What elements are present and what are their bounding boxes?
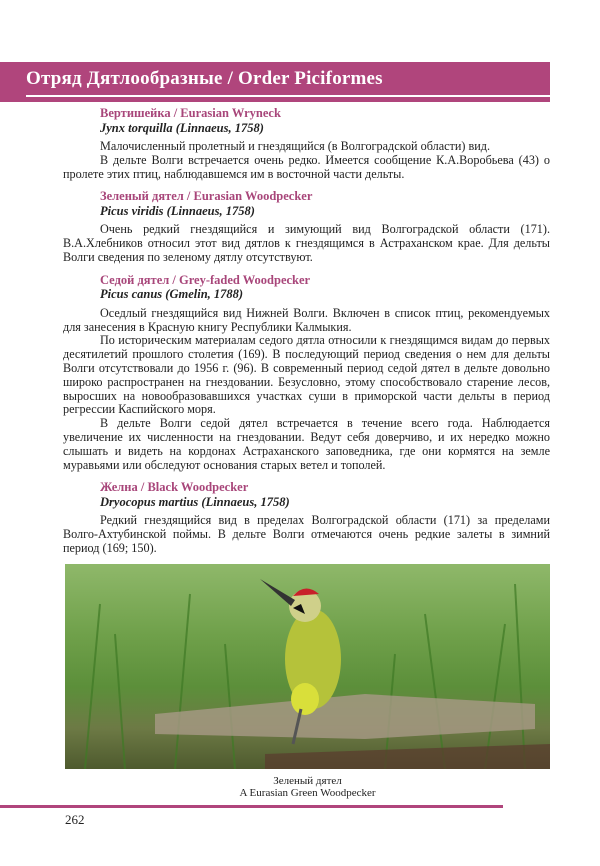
paragraph: Малочисленный пролетный и гнездящийся (в Волгоградской области) вид. bbox=[100, 139, 490, 153]
page-content bbox=[63, 106, 550, 556]
woodpecker-photo bbox=[65, 564, 550, 769]
paragraph: В дельте Волги седой дятел встречается в течение всего года. Наблюдается увеличение их численности на гнездовании. Ведут себя доверчиво, и их нередко можно слышать и видеть на кордонах Астраханского заповедника, где они кормятся на земле муравьями или обследуют основания старых ветел и тополей. bbox=[63, 416, 550, 472]
species-heading: Желна / Black Woodpecker bbox=[100, 480, 249, 495]
paragraph: В дельте Волги встречается очень редко. Имеется сообщение К.А.Воробьева (43) о пролете этих птиц, наблюдавшемся им в восточной части дельты. bbox=[63, 152, 550, 181]
paragraph: По историческим материалам седого дятла относили к гнездящимся видам до первых десятилетий прошлого столетия (169). В последующий период сведения о нем для дельты Волги отсутствовали до 1956 г. (96). В современный период седой дятел в дельте довольно широко распространен на гнездовании. Безусловно, этому способствовало старение лесов, выросших на новообразовавшихся участках суши в приморской части дельты в период регрессии Каспийского моря. bbox=[63, 333, 550, 417]
caption-english: A Eurasian Green Woodpecker bbox=[239, 787, 376, 800]
header-rule bbox=[26, 95, 550, 97]
species-section-black-woodpecker bbox=[63, 480, 550, 555]
species-section-green-woodpecker bbox=[63, 189, 550, 264]
chapter-title: Отряд Дятлообразные / Order Piciformes bbox=[26, 68, 383, 89]
woodpecker-illustration bbox=[65, 564, 550, 769]
species-latin-name: Picus canus (Gmelin, 1788) bbox=[100, 287, 244, 302]
species-latin-name: Dryocopus martius (Linnaeus, 1758) bbox=[100, 494, 290, 509]
paragraph: Оседлый гнездящийся вид Нижней Волги. Включен в список птиц, рекомендуемых для занесения в Красную книгу Республики Калмыкия. bbox=[63, 305, 550, 334]
species-latin-name: Jynx torquilla (Linnaeus, 1758) bbox=[100, 120, 264, 135]
footer-rule bbox=[0, 805, 503, 808]
caption-russian: Зеленый дятел bbox=[273, 774, 342, 787]
species-heading: Вертишейка / Eurasian Wryneck bbox=[100, 106, 281, 120]
species-heading: Седой дятел / Grey-faded Woodpecker bbox=[100, 272, 311, 287]
paragraph: Редкий гнездящийся вид в пределах Волгоградской области (171) за пределами Волго-Ахтубинской поймы. В дельте Волги отмечаются очень редкие залеты в зимний период (169; 150). bbox=[63, 513, 550, 555]
species-heading: Зеленый дятел / Eurasian Woodpecker bbox=[100, 189, 313, 204]
species-section-wryneck bbox=[63, 106, 550, 181]
chapter-header-band bbox=[0, 62, 550, 102]
species-latin-name: Picus viridis (Linnaeus, 1758) bbox=[100, 203, 255, 218]
photo-caption bbox=[65, 775, 550, 800]
page-number: 262 bbox=[65, 811, 85, 827]
paragraph: Очень редкий гнездящийся и зимующий вид Волгоградской области (171). В.А.Хлебников относил этот вид дятлов к гнездящимся в Астраханском крае. Для дельты Волги сведения по зеленому дятлу отсутствуют. bbox=[63, 222, 550, 264]
species-section-grey-woodpecker bbox=[63, 273, 550, 473]
page-flow bbox=[0, 106, 600, 828]
